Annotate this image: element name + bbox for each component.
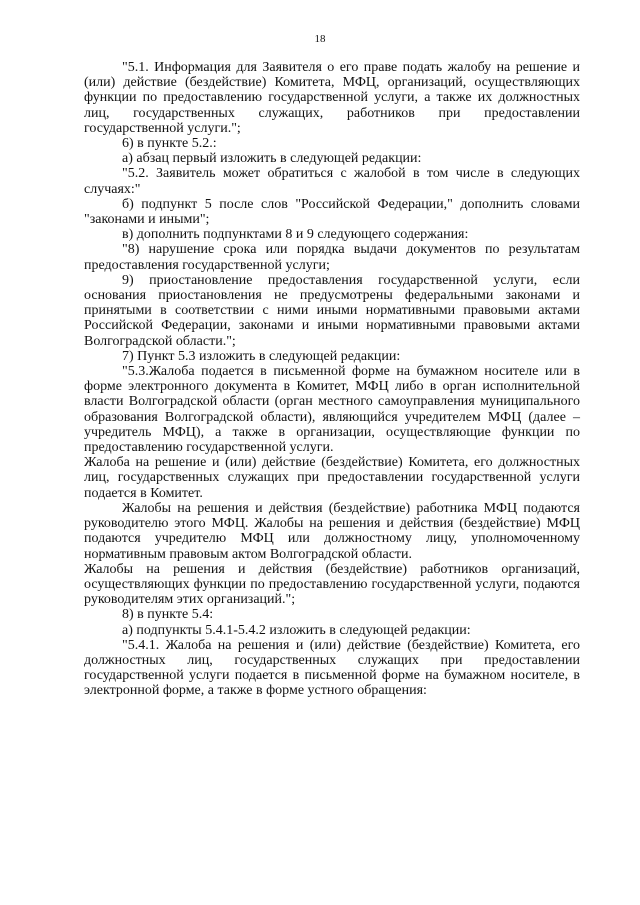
paragraph-5-4-1: "5.4.1. Жалоба на решения и (или) действие (бездействие) Комитета, его должностных лиц, государственных служащих при предоставлении государственной услуги подается в письменной форме на бумажном носителе, в электронной форме, а также в форме устного обращения: (84, 637, 580, 699)
paragraph-item-6b: б) подпункт 5 после слов "Российской Федерации," дополнить словами "законами и иными"; (84, 196, 580, 228)
page-number: 18 (314, 33, 326, 45)
paragraph-item-6a: а) абзац первый изложить в следующей редакции: (122, 151, 422, 167)
document-body (84, 60, 580, 699)
paragraph-item-7: 7) Пункт 5.3 изложить в следующей редакции: (122, 348, 401, 364)
paragraph-item-6v: в) дополнить подпунктами 8 и 9 следующего содержания: (122, 227, 469, 243)
paragraph-5-1: "5.1. Информация для Заявителя о его праве подать жалобу на решение и (или) действие (бездействие) Комитета, МФЦ, организаций, осуществляющих функции по предоставлению государственной услуги, а также их должностных лиц, государственных служащих, работников при предоставлении государственной услуги."; (84, 60, 580, 136)
paragraph-item-6: 6) в пункте 5.2.: (122, 136, 217, 152)
paragraph-complaint-organizations: Жалобы на решения и действия (бездействие) работников организаций, осуществляющих функции по предоставлению государственной услуги, подаются руководителям этих организаций."; (84, 561, 580, 608)
paragraph-5-2: "5.2. Заявитель может обратиться с жалобой в том числе в следующих случаях:" (84, 166, 580, 197)
paragraph-item-8a: а) подпункты 5.4.1-5.4.2 изложить в следующей редакции: (122, 622, 471, 638)
paragraph-5-3: "5.3.Жалоба подается в письменной форме на бумажном носителе или в форме электронного документа в Комитет, МФЦ либо в орган исполнительной власти Волгоградской области (орган местного самоуправления муниципального образования Волгоградской области), являющийся учредителем МФЦ (далее – учредитель МФЦ), а также в организации, осуществляющие функции по предоставлению государственной услуги. (84, 364, 580, 456)
paragraph-subitem-8: "8) нарушение срока или порядка выдачи документов по результатам предоставления государственной услуги; (84, 242, 580, 273)
paragraph-item-8: 8) в пункте 5.4: (122, 607, 214, 623)
paragraph-complaint-mfc: Жалобы на решения и действия (бездействие) работника МФЦ подаются руководителю этого МФЦ. Жалобы на решения и действия (бездействие) МФЦ подаются учредителю МФЦ или должностному лицу, уполномоченному нормативным правовым актом Волгоградской области. (84, 500, 580, 562)
paragraph-complaint-committee: Жалоба на решение и (или) действие (бездействие) Комитета, его должностных лиц, государственных служащих при предоставлении государственной услуги подается в Комитет. (84, 455, 580, 501)
paragraph-subitem-9: 9) приостановление предоставления государственной услуги, если основания приостановления не предусмотрены федеральными законами и принятыми в соответствии с ними иными нормативными правовыми актами Российской Федерации, законами и иными нормативными правовыми актами Волгоградской области."; (84, 272, 580, 349)
